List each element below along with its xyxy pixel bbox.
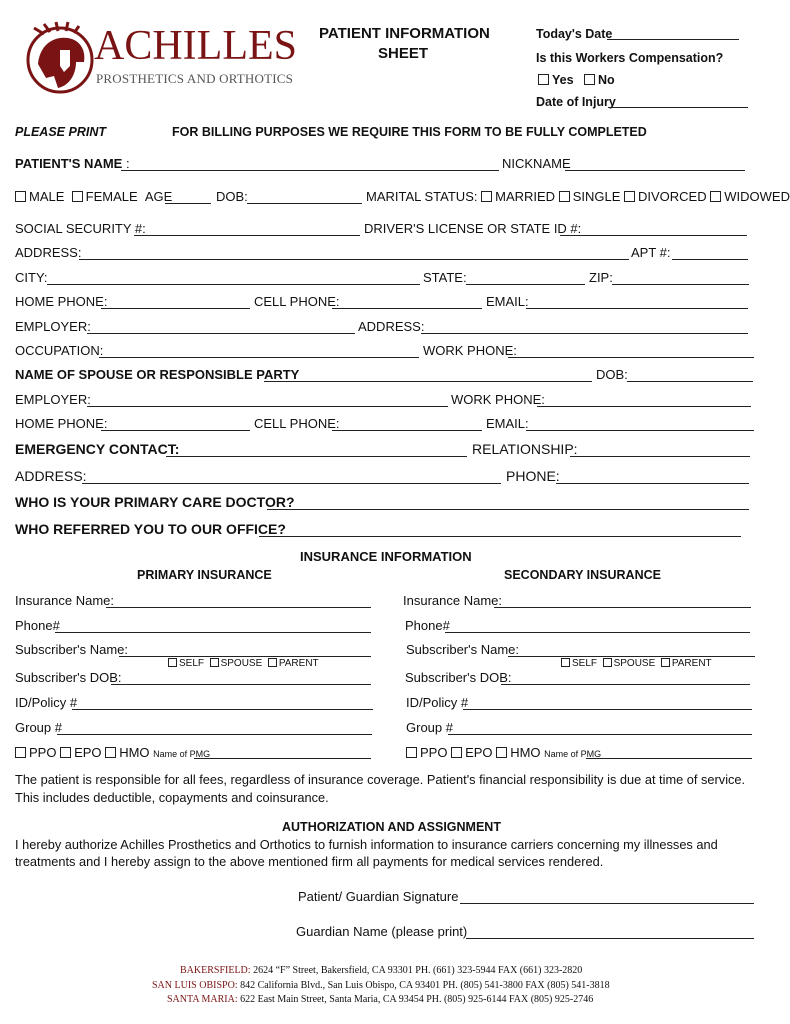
spouse-employer-field[interactable]: [87, 406, 448, 407]
spouse-work-phone-field[interactable]: [537, 406, 751, 407]
married-checkbox[interactable]: [481, 191, 492, 202]
spouse-dob-label: DOB:: [596, 367, 628, 382]
zip-label: ZIP:: [589, 270, 613, 285]
emergency-address-field[interactable]: [82, 483, 501, 484]
guardian-name-label: Guardian Name (please print): [296, 924, 468, 939]
primary-plan-type: PPO EPO HMO Name of PMG: [15, 745, 210, 760]
home-phone-field[interactable]: [101, 308, 250, 309]
yes-checkbox[interactable]: [538, 74, 549, 85]
single-checkbox[interactable]: [559, 191, 570, 202]
secondary-subscriber-name-field[interactable]: [508, 656, 755, 657]
employer-address-label: ADDRESS:: [358, 319, 425, 334]
helmet-logo-icon: [24, 20, 96, 96]
primary-epo-checkbox[interactable]: [60, 747, 71, 758]
todays-date-label: Today's Date: [536, 27, 613, 41]
primary-relationship-options: SELF SPOUSE PARENT: [168, 658, 319, 669]
primary-subscriber-dob-label: Subscriber's DOB:: [15, 670, 122, 685]
date-of-injury-field[interactable]: [608, 107, 748, 108]
emergency-address-label: ADDRESS:: [15, 468, 87, 484]
logo-subtitle: PROSTHETICS AND ORTHOTICS: [96, 71, 294, 86]
logo-name: ACHILLES: [94, 23, 297, 69]
emergency-contact-field[interactable]: [166, 456, 467, 457]
secondary-phone-field[interactable]: [445, 632, 750, 633]
secondary-insurance-heading: SECONDARY INSURANCE: [504, 568, 661, 582]
primary-ppo-checkbox[interactable]: [15, 747, 26, 758]
secondary-pmg-field[interactable]: [586, 758, 752, 759]
primary-policy-field[interactable]: [72, 709, 373, 710]
please-print-label: PLEASE PRINT: [15, 125, 106, 139]
age-field[interactable]: [165, 203, 211, 204]
employer-address-field[interactable]: [421, 333, 748, 334]
secondary-name-field[interactable]: [494, 607, 751, 608]
workers-comp-label: Is this Workers Compensation?: [536, 51, 724, 65]
billing-notice: FOR BILLING PURPOSES WE REQUIRE THIS FORM TO BE FULLY COMPLETED: [172, 125, 647, 139]
secondary-subscriber-dob-label: Subscriber's DOB:: [405, 670, 512, 685]
primary-insurance-heading: PRIMARY INSURANCE: [137, 568, 272, 582]
work-phone-label: WORK PHONE:: [423, 343, 517, 358]
guardian-name-field[interactable]: [466, 938, 754, 939]
primary-doctor-field[interactable]: [267, 509, 749, 510]
female-checkbox[interactable]: [72, 191, 83, 202]
secondary-phone-label: Phone#: [405, 618, 450, 633]
relationship-field[interactable]: [570, 456, 750, 457]
referred-label: WHO REFERRED YOU TO OUR OFFICE?: [15, 521, 286, 537]
primary-parent-checkbox[interactable]: [268, 658, 277, 667]
secondary-self-checkbox[interactable]: [561, 658, 570, 667]
form-title-line2: SHEET: [378, 45, 429, 62]
state-field[interactable]: [466, 284, 585, 285]
yes-label: Yes: [552, 73, 574, 87]
primary-pmg-field[interactable]: [194, 758, 371, 759]
responsibility-line1: The patient is responsible for all fees, regardless of insurance coverage. Patient's financial responsibility is due at time of service.: [15, 772, 746, 787]
state-label: STATE:: [423, 270, 467, 285]
spouse-employer-label: EMPLOYER:: [15, 392, 91, 407]
secondary-group-field[interactable]: [448, 734, 752, 735]
footer-bakersfield: BAKERSFIELD: 2624 “F” Street, Bakersfield, CA 93301 PH. (661) 323-5944 FAX (661) 323-2820: [180, 965, 583, 976]
authorization-heading: AUTHORIZATION AND ASSIGNMENT: [282, 820, 501, 834]
apt-field[interactable]: [672, 259, 748, 260]
license-field[interactable]: [560, 235, 747, 236]
nickname-label: NICKNAME: [502, 156, 571, 171]
primary-phone-label: Phone#: [15, 618, 60, 633]
secondary-subscriber-dob-field[interactable]: [501, 684, 750, 685]
employer-field[interactable]: [87, 333, 355, 334]
primary-subscriber-name-label: Subscriber's Name:: [15, 642, 129, 657]
spouse-work-phone-label: WORK PHONE:: [451, 392, 545, 407]
license-label: DRIVER'S LICENSE OR STATE ID #:: [364, 221, 582, 236]
spouse-cell-phone-field[interactable]: [332, 430, 482, 431]
ssn-field[interactable]: [134, 235, 360, 236]
primary-name-label: Insurance Name:: [15, 593, 114, 608]
widowed-checkbox[interactable]: [710, 191, 721, 202]
secondary-policy-label: ID/Policy #: [406, 695, 469, 710]
footer-santa-maria: SANTA MARIA: 622 East Main Street, Santa Maria, CA 93454 PH. (805) 925-6144 FAX (805) 925-2746: [167, 994, 594, 1005]
primary-doctor-label: WHO IS YOUR PRIMARY CARE DOCTOR?: [15, 494, 295, 510]
secondary-epo-checkbox[interactable]: [451, 747, 462, 758]
secondary-policy-field[interactable]: [463, 709, 752, 710]
relationship-label: RELATIONSHIP:: [472, 441, 578, 457]
primary-spouse-checkbox[interactable]: [210, 658, 219, 667]
workers-comp-options: [538, 73, 615, 87]
divorced-checkbox[interactable]: [624, 191, 635, 202]
zip-field[interactable]: [612, 284, 749, 285]
secondary-parent-checkbox[interactable]: [661, 658, 670, 667]
primary-policy-label: ID/Policy #: [15, 695, 78, 710]
emergency-phone-field[interactable]: [556, 483, 749, 484]
spouse-name-field[interactable]: [264, 381, 592, 382]
primary-subscriber-dob-field[interactable]: [111, 684, 371, 685]
occupation-label: OCCUPATION:: [15, 343, 104, 358]
primary-self-checkbox[interactable]: [168, 658, 177, 667]
secondary-subscriber-name-label: Subscriber's Name:: [406, 642, 520, 657]
spouse-name-label: NAME OF SPOUSE OR RESPONSIBLE PARTY: [15, 367, 300, 382]
authorization-line2: treatments and I hereby assign to the above mentioned firm all payments for medical services rendered.: [15, 854, 604, 869]
insurance-heading: INSURANCE INFORMATION: [300, 549, 472, 564]
city-field[interactable]: [47, 284, 420, 285]
patient-name-row: PATIENT'S NAME :: [15, 156, 130, 171]
emergency-contact-label: EMERGENCY CONTACT:: [15, 441, 180, 457]
gender-marital-row: MALE FEMALE AGE: [15, 189, 172, 204]
emergency-phone-label: PHONE:: [506, 468, 560, 484]
marital-status: MARITAL STATUS: MARRIED SINGLE DIVORCED WIDOWED: [366, 189, 790, 204]
primary-subscriber-name-field[interactable]: [119, 656, 371, 657]
primary-group-label: Group #: [15, 720, 62, 735]
secondary-ppo-checkbox[interactable]: [406, 747, 417, 758]
todays-date-field[interactable]: [607, 39, 739, 40]
address-field[interactable]: [79, 259, 629, 260]
address-label: ADDRESS:: [15, 245, 82, 260]
no-label: No: [597, 73, 615, 87]
footer-san-luis-obispo: SAN LUIS OBISPO: 842 California Blvd., San Luis Obispo, CA 93401 PH. (805) 541-3800 FAX (805) 541-3818: [152, 980, 610, 991]
spouse-cell-phone-label: CELL PHONE:: [254, 416, 340, 431]
authorization-line1: I hereby authorize Achilles Prosthetics and Orthotics to furnish information to insurance carriers concerning my illnesses and: [15, 837, 718, 852]
logo: [24, 20, 297, 102]
spouse-email-label: EMAIL:: [486, 416, 529, 431]
spouse-home-phone-field[interactable]: [101, 430, 250, 431]
secondary-spouse-checkbox[interactable]: [603, 658, 612, 667]
dob-field[interactable]: [247, 203, 362, 204]
date-of-injury-label: Date of Injury: [536, 95, 616, 109]
dob-label: DOB:: [216, 189, 248, 204]
email-field[interactable]: [526, 308, 748, 309]
spouse-dob-field[interactable]: [627, 381, 753, 382]
form-title-line1: PATIENT INFORMATION: [319, 25, 490, 42]
email-label: EMAIL:: [486, 294, 529, 309]
cell-phone-label: CELL PHONE:: [254, 294, 340, 309]
apt-label: APT #:: [631, 245, 671, 260]
primary-phone-field[interactable]: [55, 632, 371, 633]
home-phone-label: HOME PHONE:: [15, 294, 108, 309]
city-label: CITY:: [15, 270, 48, 285]
work-phone-field[interactable]: [508, 357, 754, 358]
signature-label: Patient/ Guardian Signature: [298, 889, 459, 904]
secondary-hmo-checkbox[interactable]: [496, 747, 507, 758]
primary-group-field[interactable]: [57, 734, 372, 735]
spouse-home-phone-label: HOME PHONE:: [15, 416, 108, 431]
signature-field[interactable]: [460, 903, 754, 904]
secondary-name-label: Insurance Name:: [403, 593, 502, 608]
secondary-plan-type: PPO EPO HMO Name of PMG: [406, 745, 601, 760]
patient-name-field[interactable]: [121, 170, 499, 171]
spouse-email-field[interactable]: [526, 430, 754, 431]
responsibility-line2: This includes deductible, copayments and coinsurance.: [15, 790, 329, 805]
ssn-label: SOCIAL SECURITY #:: [15, 221, 146, 236]
referred-field[interactable]: [259, 536, 741, 537]
primary-hmo-checkbox[interactable]: [105, 747, 116, 758]
cell-phone-field[interactable]: [332, 308, 482, 309]
secondary-group-label: Group #: [406, 720, 453, 735]
nickname-field[interactable]: [565, 170, 745, 171]
primary-name-field[interactable]: [106, 607, 371, 608]
employer-label: EMPLOYER:: [15, 319, 91, 334]
male-checkbox[interactable]: [15, 191, 26, 202]
secondary-relationship-options: SELF SPOUSE PARENT: [561, 658, 712, 669]
no-checkbox[interactable]: [584, 74, 595, 85]
occupation-field[interactable]: [99, 357, 419, 358]
